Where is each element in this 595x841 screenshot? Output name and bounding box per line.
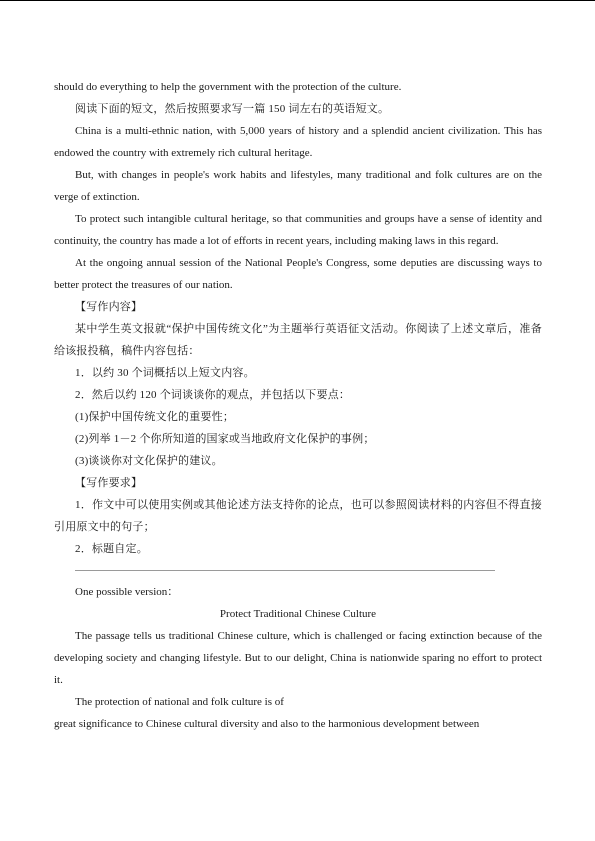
essay-paragraph-1: The passage tells us traditional Chinese culture, which is challenged or facing extinction because of the developing society and changing lifestyle. But to our delight, China is nationwide sparing no effort to protect it. <box>54 630 542 686</box>
passage-paragraph-3: To protect such intangible cultural heritage, so that communities and groups have a sense of identity and continuity, the country has made a lot of efforts in recent years, including making laws in this regard. <box>54 213 542 247</box>
answer-intro: One possible version： <box>75 586 179 598</box>
document-body <box>54 76 542 735</box>
content-item-2: 2．然后以约 120 个词谈谈你的观点，并包括以下要点： <box>75 389 351 401</box>
content-subpoint-3: (3)谈谈你对文化保护的建议。 <box>75 455 223 467</box>
section-heading-content: 【写作内容】 <box>75 301 143 313</box>
essay-paragraph-2-start: The protection of national and folk culture is of <box>75 696 284 708</box>
requirement-item-2: 2．标题自定。 <box>75 543 148 555</box>
page-top-rule <box>0 0 595 1</box>
content-description: 某中学生英文报就“保护中国传统文化”为主题举行英语征文活动。你阅读了上述文章后，准备给该报投稿，稿件内容包括： <box>54 323 542 357</box>
text-line-continuation: should do everything to help the government with the protection of the culture. <box>54 81 402 93</box>
section-heading-requirements: 【写作要求】 <box>75 477 143 489</box>
passage-paragraph-4: At the ongoing annual session of the National People's Congress, some deputies are discussing ways to better protect the treasures of our nation. <box>54 257 542 291</box>
content-item-1: 1．以约 30 个词概括以上短文内容。 <box>75 367 255 379</box>
requirement-item-1: 1．作文中可以使用实例或其他论述方法支持你的论点，也可以参照阅读材料的内容但不得直接引用原文中的句子； <box>54 499 542 533</box>
content-subpoint-1: (1)保护中国传统文化的重要性； <box>75 411 235 423</box>
content-subpoint-2: (2)列举 1－2 个你所知道的国家或当地政府文化保护的事例； <box>75 433 375 445</box>
task-instruction: 阅读下面的短文，然后按照要求写一篇 150 词左右的英语短文。 <box>75 103 390 115</box>
passage-paragraph-2: But, with changes in people's work habits and lifestyles, many traditional and folk cultures are on the verge of extinction. <box>54 169 542 203</box>
essay-title: Protect Traditional Chinese Culture <box>219 608 377 620</box>
essay-paragraph-2-continuation: great significance to Chinese cultural diversity and also to the harmonious development between <box>54 718 480 730</box>
section-divider <box>75 570 495 571</box>
passage-paragraph-1: China is a multi-ethnic nation, with 5,000 years of history and a splendid ancient civilization. This has endowed the country with extremely rich cultural heritage. <box>54 125 542 159</box>
